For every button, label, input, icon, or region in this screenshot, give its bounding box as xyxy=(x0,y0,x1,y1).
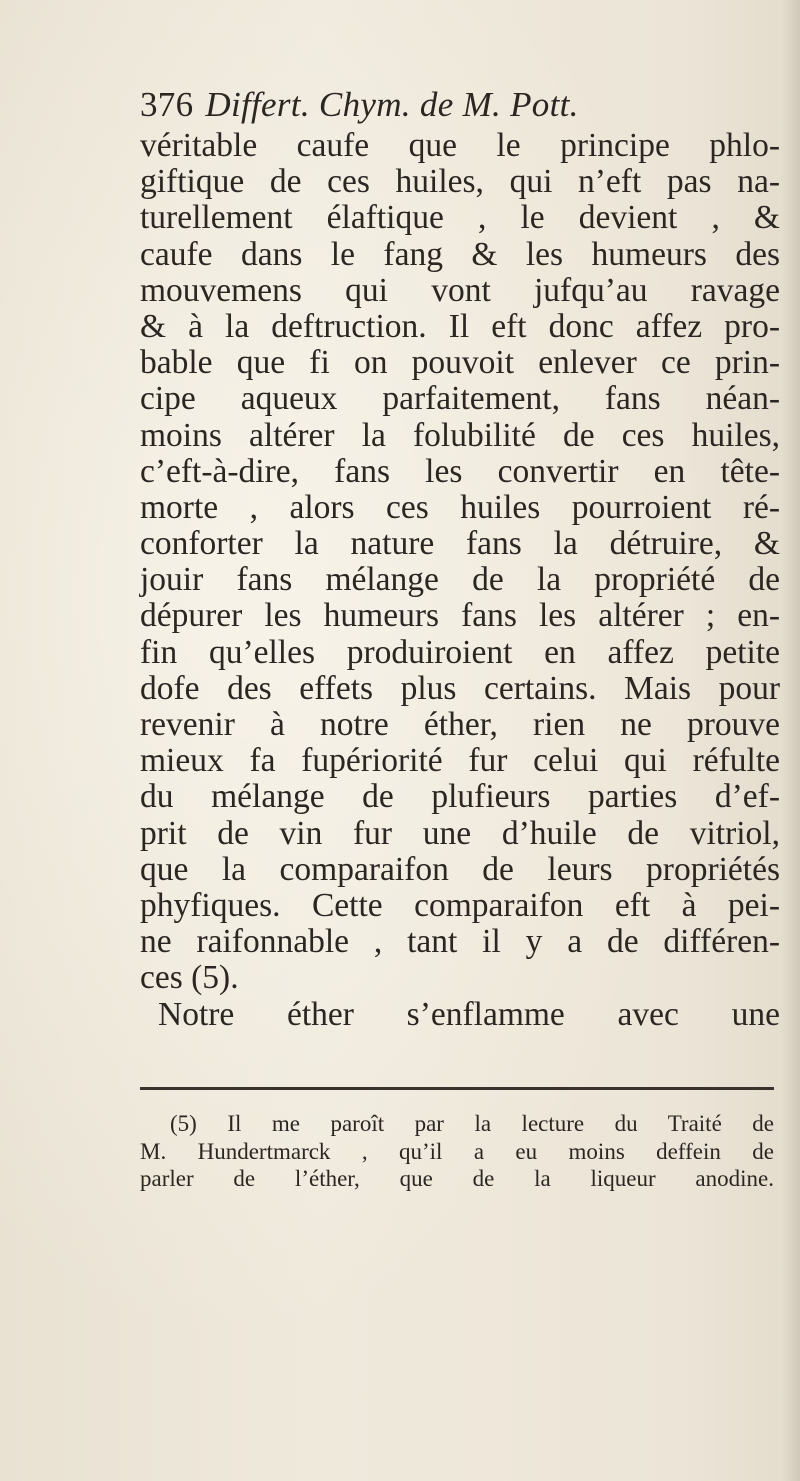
body-line-12: conforter la nature fans la détruire, & xyxy=(140,525,780,563)
body-line-18: mieux fa fupériorité fur celui qui réfulte xyxy=(140,742,780,780)
body-line-8: cipe aqueux parfaitement, fans néan- xyxy=(140,380,780,418)
main-text-block xyxy=(140,82,780,1033)
body-line-2: giftique de ces huiles, qui n’eft pas na- xyxy=(140,163,780,201)
page-number: 376 xyxy=(140,85,194,124)
page-edge-shadow xyxy=(782,0,800,1481)
body-line-23: ne raifonnable , tant il y a de différen- xyxy=(140,923,780,961)
running-head xyxy=(140,82,780,128)
body-line-20: prit de vin fur une d’huile de vitriol, xyxy=(140,814,780,852)
body-line-22: phyfiques. Cette comparaifon eft à pei- xyxy=(140,886,780,924)
footnote-line-3: parler de l’éther, que de la liqueur anodine. xyxy=(140,1166,774,1191)
body-line-1: véritable caufe que le principe phlo- xyxy=(140,127,780,164)
body-line-25: Notre éther s’enflamme avec une xyxy=(158,995,780,1033)
footnote-line-2: M. Hundertmarck , qu’il a eu moins deffein de xyxy=(140,1138,774,1164)
body-line-10: c’eft-à-dire, fans les convertir en tête- xyxy=(140,452,780,490)
body-line-24: ces (5). xyxy=(140,959,239,997)
body-line-17: revenir à notre éther, rien ne prouve xyxy=(140,706,780,743)
body-line-6: & à la deftruction. Il eft donc affez pro- xyxy=(140,307,780,345)
footnote-line-1: (5) Il me paroît par la lecture du Traité de xyxy=(170,1111,774,1136)
body-line-15: fin qu’elles produiroient en affez petite xyxy=(140,633,780,671)
footnote-divider xyxy=(140,1087,774,1090)
body-line-21: que la comparaifon de leurs propriétés xyxy=(140,850,780,888)
body-line-9: moins altérer la folubilité de ces huiles, xyxy=(140,416,780,454)
body-line-7: bable que fi on pouvoit enlever ce prin- xyxy=(140,344,780,382)
body-line-14: dépurer les humeurs fans les altérer ; en- xyxy=(140,597,780,635)
body-line-16: dofe des effets plus certains. Mais pour xyxy=(140,669,780,707)
body-line-5: mouvemens qui vont jufqu’au ravage xyxy=(140,271,780,309)
running-title: Differt. Chym. de M. Pott. xyxy=(205,85,579,124)
footnote-block xyxy=(140,1110,774,1193)
body-line-4: caufe dans le fang & les humeurs des xyxy=(140,235,780,273)
body-line-3: turellement élaftique , le devient , & xyxy=(140,199,780,237)
body-line-19: du mélange de plufieurs parties d’ef- xyxy=(140,778,780,816)
body-line-13: jouir fans mélange de la propriété de xyxy=(140,561,780,599)
body-line-11: morte , alors ces huiles pourroient ré- xyxy=(140,488,780,526)
